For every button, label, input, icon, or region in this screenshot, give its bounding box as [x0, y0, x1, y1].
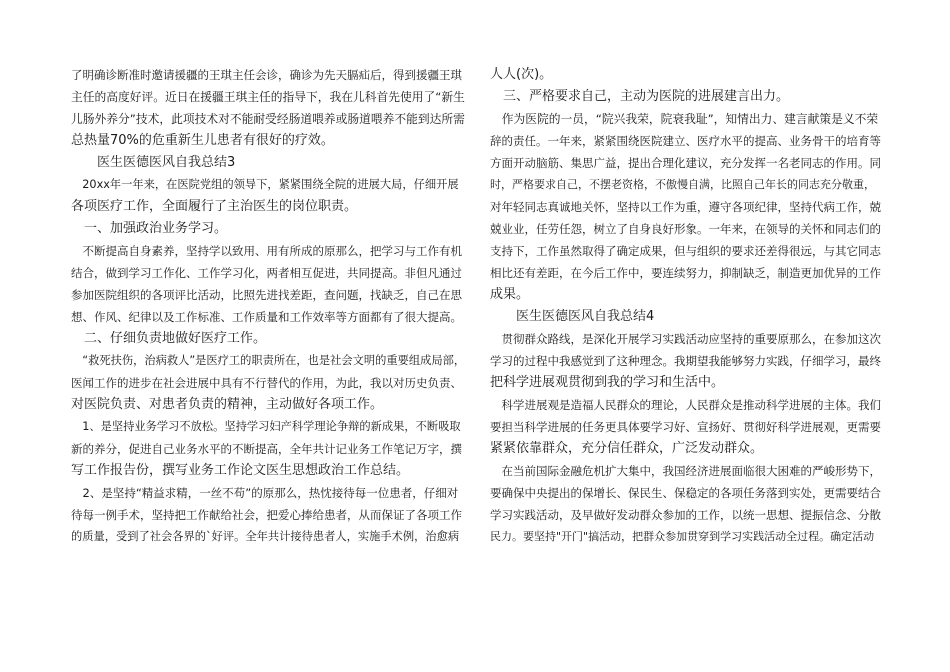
left-column-line: 想、作风、纪律以及工作标准、工作质量和工作效率等方面都有了很大提高。 [71, 310, 462, 324]
left-column-line: 不断提高自身素养，坚持学以致用、用有所成的原那么，把学习与工作有机 [71, 244, 462, 258]
right-column-line: 相比还有差距，在今后工作中，要连续努力，抑制缺乏，制造更加优异的工作 [490, 266, 881, 280]
left-column-line: 医闻工作的进步在社会进展中具有不行替代的作用，为此，我以对历史负责、 [71, 376, 462, 390]
left-column-line: 主任的高度好评。近日在援疆王琪主任的指导下，我在儿科首先使用了“新生 [71, 90, 465, 104]
left-column-line: 总热量70%的危重新生儿患者有很好的疗效。 [71, 133, 334, 148]
left-column-line: 2、是坚持“精益求精，一丝不苟”的原那么，热忱接待每一位患者，仔细对 [71, 486, 459, 500]
right-column-line: 作为医院的一员，“院兴我荣，院衰我耻”，知情出力、建言献策是义不荣 [490, 112, 879, 126]
left-column [71, 64, 466, 548]
right-column-line: 学习的过程中我感觉到了这种理念。我期望我能够努力实践，仔细学习，最终 [490, 354, 881, 368]
left-column-line: 儿肠外养分”技术，此项技术对不能耐受经肠道喂养或肠道喂养不能到达所需 [71, 112, 465, 126]
right-column-line: 学习实践活动，及早做好发动群众参加的工作，以统一思想、提振信念、分散 [490, 508, 881, 522]
left-column-line: 20xx年一年来，在医院党组的领导下，紧紧围绕全院的进展大局，仔细开展 [71, 178, 459, 191]
left-column-line: 结合，做到学习工作化、工作学习化，两者相互促进，共同提高。非但凡通过 [71, 266, 462, 280]
right-column-line: 把科学进展观贯彻到我的学习和生活中。 [490, 375, 725, 390]
right-column-line: 在当前国际金融危机扩大集中，我国经济进展面临很大困难的严峻形势下， [490, 464, 881, 478]
left-column-line: 一、加强政治业务学习。 [71, 221, 228, 236]
right-column-line: 三、严格要求自己，主动为医院的进展建言出力。 [490, 89, 790, 104]
right-column-line: 时，严格要求自己，不摆老资格，不傲慢自满，比照自己年长的同志充分敬重， [490, 178, 875, 191]
left-column-line: 新的养分，促进自己业务水平的不断提高，全年共计记业务工作笔记万字，撰 [71, 442, 462, 456]
left-column-line: 医生医德医风自我总结3 [71, 155, 236, 170]
right-column-line: 方面开动脑筋、集思广益，提出合理化建议，充分发挥一名老同志的作用。同 [490, 156, 881, 170]
left-column-line: 对医院负责、对患者负责的精神，主动做好各项工作。 [71, 397, 384, 412]
left-column-line: 1、是坚持业务学习不放松。坚持学习妇产科学理论争辩的新成果，不断吸取 [71, 420, 461, 433]
left-column-line: 待每一例手术，坚持把工作献给社会，把爱心捧给患者，从而保证了各项工作 [71, 508, 462, 522]
right-column-line: 支持下，工作虽然取得了确定成果，但与组织的要求还差得很远，与其它同志 [490, 244, 881, 258]
right-column-line: 人人(次)。 [490, 67, 553, 82]
right-column-line: 要担当科学进展的任务更具体要学习好、宣扬好、贯彻好科学进展观，更需要 [490, 420, 881, 434]
left-column-line: 的质量，受到了社会各界的`好评。全年共计接待患者人，实施手术例，治愈病 [71, 530, 460, 543]
right-column-line: 要确保中央提出的保增长、保民生、保稳定的各项任务落到实处，更需要结合 [490, 486, 881, 500]
left-column-line: 写工作报告份，撰写业务工作论文医生思想政治工作总结。 [71, 463, 410, 478]
left-column-line: “救死扶伤，治病救人”是医疗工的职责所在，也是社会文明的重要组成局部， [71, 354, 466, 367]
left-column-line: 参加医院组织的各项评比活动，比照先进找差距，查问题，找缺乏，自己在思 [71, 288, 462, 302]
left-column-line: 各项医疗工作，全面履行了主治医生的岗位职责。 [71, 199, 358, 214]
left-column-line: 二、仔细负责地做好医疗工作。 [71, 331, 267, 346]
right-column-line: 科学进展观是造福人民群众的理论，人民群众是推动科学进展的主体。我们 [490, 398, 881, 412]
right-column-line: 兢业业，任劳任怨，树立了自身良好形象。一年来，在领导的关怀和同志们的 [490, 222, 881, 236]
right-column-line: 贯彻群众路线，是深化开展学习实践活动应坚持的重要原那么，在参加这次 [490, 332, 881, 346]
right-column-line: 医生医德医风自我总结4 [490, 309, 655, 324]
right-column-line: 辞的责任。一年来，紧紧围绕医院建立、医疗水平的提高、业务骨干的培育等 [490, 134, 881, 148]
right-column [490, 64, 882, 548]
right-column-line: 民力。要坚持"开门"搞活动，把群众参加贯穿到学习实践活动全过程。确定活动 [490, 530, 875, 543]
right-column-line: 成果。 [490, 287, 530, 302]
right-column-line: 对年轻同志真诚地关怀，坚持以工作为重，遵守各项纪律，坚持代病工作，兢 [490, 200, 881, 214]
left-column-line: 了明确诊断准时邀请援疆的王琪主任会诊，确诊为先天膈疝后，得到援疆王琪 [71, 68, 462, 82]
right-column-line: 紧紧依靠群众，充分信任群众，广泛发动群众。 [490, 441, 764, 456]
